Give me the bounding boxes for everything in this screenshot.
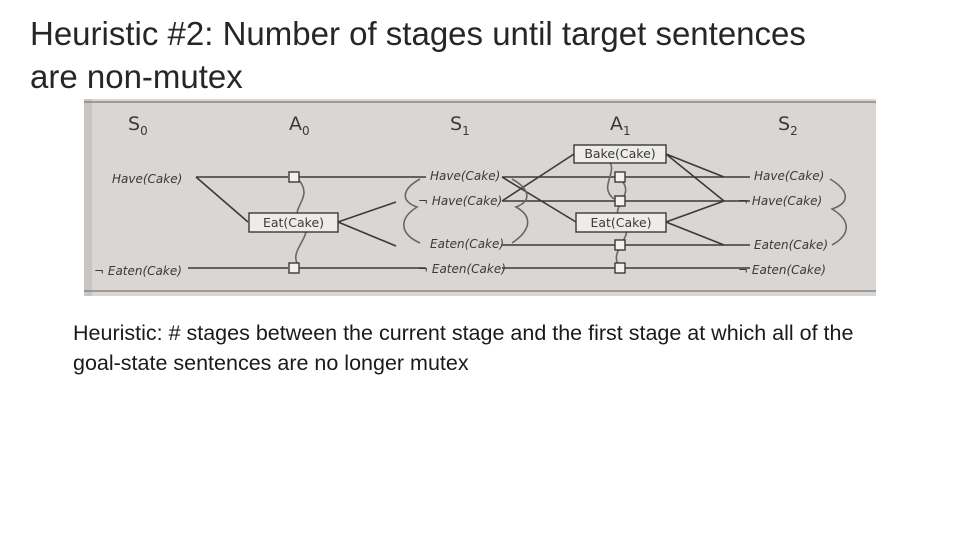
stage-header-s0: $S_0$ — [128, 113, 148, 138]
no-op-square — [615, 196, 625, 206]
s0-prop-have-cake: Have(Cake) — [112, 172, 183, 186]
s2-prop-have-cake: Have(Cake) — [754, 169, 825, 183]
no-op-square — [615, 263, 625, 273]
planning-graph-diagram — [84, 99, 876, 296]
figure-left-shadow — [84, 99, 92, 296]
s1-prop-eaten-cake: Eaten(Cake) — [430, 237, 505, 251]
s1-prop-not-have-cake: ¬ Have(Cake) — [418, 194, 503, 208]
s1-prop-not-eaten-cake: ¬ Eaten(Cake) — [418, 262, 506, 276]
action-label-bake-cake-a1: Bake(Cake) — [584, 146, 656, 161]
no-op-square — [289, 172, 299, 182]
s1-prop-have-cake: Have(Cake) — [430, 169, 501, 183]
no-op-square — [615, 172, 625, 182]
stage-header-s2: $S_2$ — [778, 113, 798, 138]
slide-title-line1: Heuristic #2: Number of stages until target sentences — [30, 15, 806, 52]
heuristic-description: Heuristic: # stages between the current stage and the first stage at which all of the goal-state sentences are no longer mutex — [73, 321, 854, 375]
s2-prop-not-have-cake: ¬ Have(Cake) — [738, 194, 823, 208]
no-op-square — [289, 263, 299, 273]
stage-header-a1: $A_1$ — [610, 113, 631, 138]
planning-graph-figure — [84, 99, 876, 296]
stage-header-s1: $S_1$ — [450, 113, 470, 138]
slide-title — [30, 12, 930, 98]
s2-prop-not-eaten-cake: ¬ Eaten(Cake) — [738, 263, 826, 277]
s0-prop-not-eaten-cake: ¬ Eaten(Cake) — [94, 264, 182, 278]
no-op-square — [615, 240, 625, 250]
action-label-eat-cake-a1: Eat(Cake) — [590, 215, 652, 230]
stage-header-a0: $A_0$ — [289, 113, 310, 138]
s2-prop-eaten-cake: Eaten(Cake) — [754, 238, 829, 252]
slide-title-line2: are non-mutex — [30, 58, 243, 95]
action-label-eat-cake-a0: Eat(Cake) — [262, 215, 325, 230]
